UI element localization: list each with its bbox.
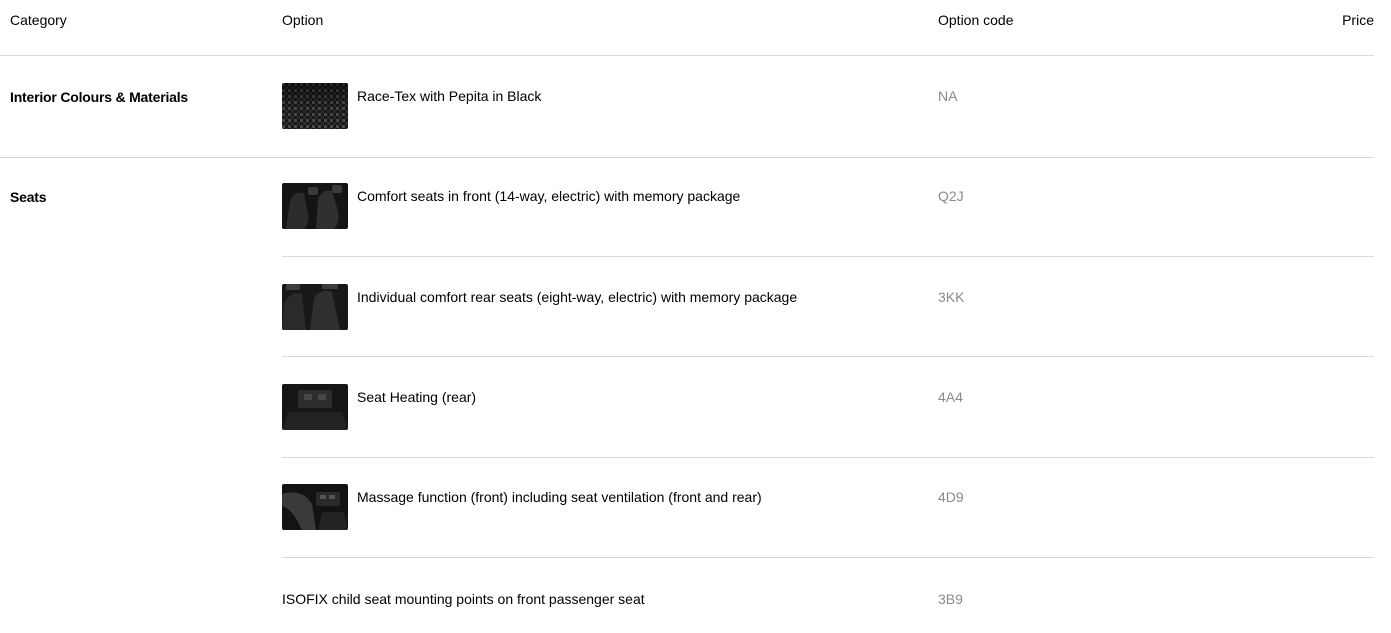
option-label: Comfort seats in front (14-way, electric) with memory package: [357, 188, 741, 204]
option-code: Q2J: [938, 188, 964, 204]
front-console-thumbnail: [282, 484, 348, 530]
option-label: Race-Tex with Pepita in Black: [357, 88, 542, 104]
rear-seats-thumbnail: [282, 284, 348, 330]
row-divider: [282, 356, 1374, 357]
header-option: Option: [282, 12, 324, 28]
option-code: 4D9: [938, 489, 964, 505]
option-label: ISOFIX child seat mounting points on front passenger seat: [282, 591, 645, 607]
header-option-code: Option code: [938, 12, 1014, 28]
table-row: [282, 459, 1374, 558]
option-code: NA: [938, 88, 958, 104]
option-label: Massage function (front) including seat ventilation (front and rear): [357, 489, 762, 505]
header-price: Price: [1342, 12, 1374, 28]
header-category: Category: [10, 12, 67, 28]
pepita-fabric-thumbnail: [282, 83, 348, 129]
table-row: [282, 56, 1374, 157]
row-divider: [282, 557, 1374, 558]
option-label: Seat Heating (rear): [357, 389, 477, 405]
row-divider: [282, 457, 1374, 458]
category-interior-colours-materials: Interior Colours & Materials: [10, 89, 188, 105]
option-label: Individual comfort rear seats (eight-way, electric) with memory package: [357, 289, 798, 305]
rear-console-thumbnail: [282, 384, 348, 430]
table-row: [282, 258, 1374, 357]
front-seats-thumbnail: [282, 183, 348, 229]
table-row: [282, 158, 1374, 257]
option-code: 4A4: [938, 389, 963, 405]
category-seats: Seats: [10, 189, 47, 205]
table-row: [282, 358, 1374, 458]
row-divider: [282, 256, 1374, 257]
option-code: 3B9: [938, 591, 963, 607]
table-row: [282, 559, 1374, 633]
option-code: 3KK: [938, 289, 965, 305]
